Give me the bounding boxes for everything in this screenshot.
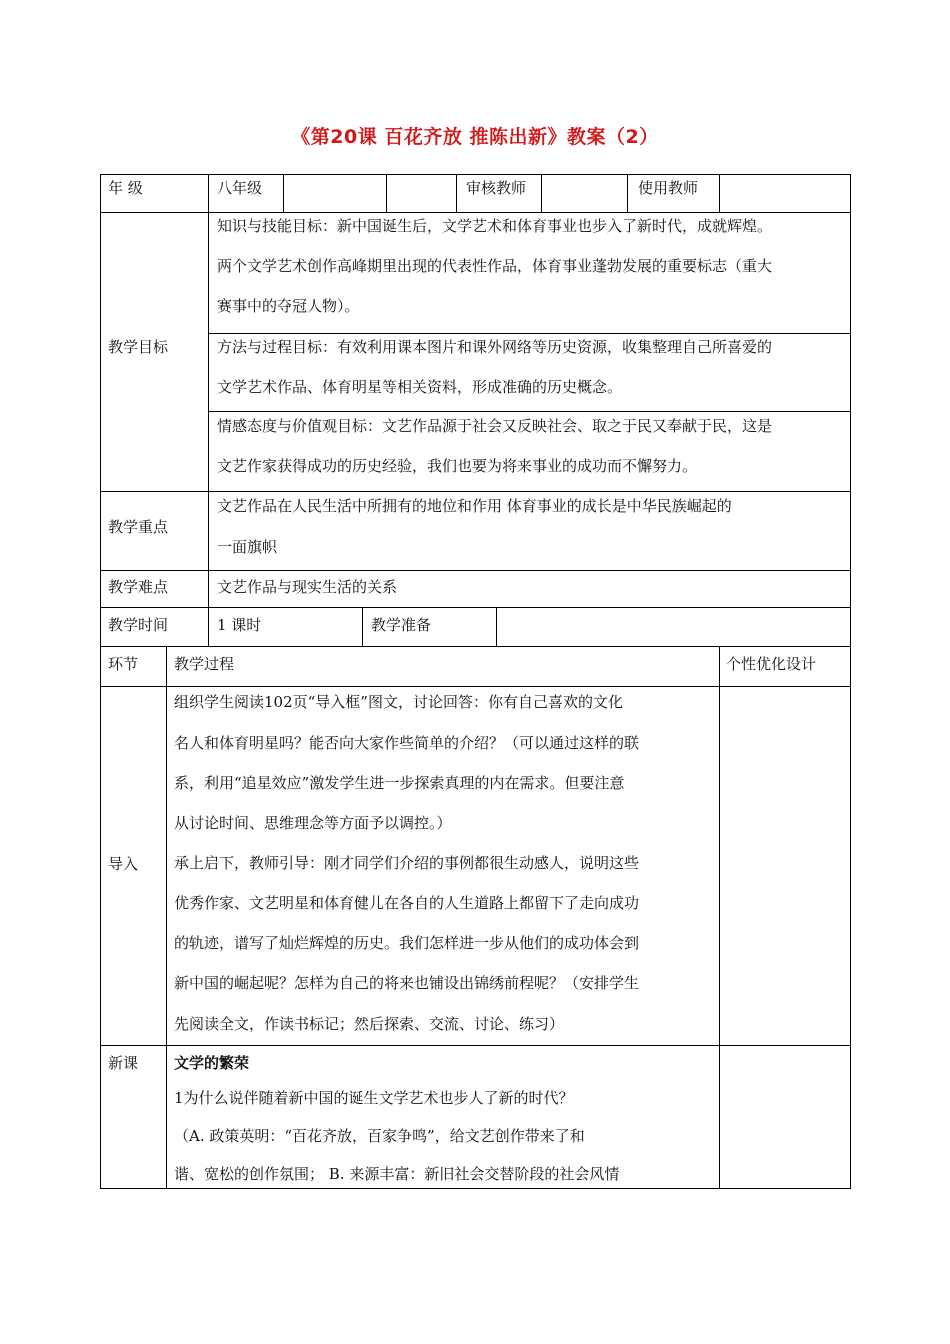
prep-label: 教学准备 xyxy=(371,616,432,634)
emotion-line: 情感态度与价值观目标：文艺作品源于社会又反映社会、取之于民又奉献于民，这是 xyxy=(217,417,773,435)
method-line: 文学艺术作品、体育明星等相关资料，形成准确的历史概念。 xyxy=(217,378,623,396)
objectives-label: 教学目标 xyxy=(108,338,169,356)
knowledge-line: 赛事中的夺冠人物）。 xyxy=(217,297,360,315)
knowledge-line: 两个文学艺术创作高峰期里出现的代表性作品，体育事业蓬勃发展的重要标志（重大 xyxy=(217,257,773,275)
design-header: 个性优化设计 xyxy=(726,655,817,673)
grade-label: 年 级 xyxy=(108,179,143,197)
method-line: 方法与过程目标：有效利用课本图片和课外网络等历史资源，收集整理自己所喜爱的 xyxy=(217,338,773,356)
intro-line: 的轨迹，谱写了灿烂辉煌的历史。我们怎样进一步从他们的成功体会到 xyxy=(174,934,640,952)
new-lesson-label: 新课 xyxy=(108,1054,139,1072)
intro-label: 导入 xyxy=(108,855,139,873)
difficulties-label: 教学难点 xyxy=(108,578,169,596)
section-heading: 文学的繁荣 xyxy=(174,1054,250,1072)
intro-line: 优秀作家、文艺明星和体育健儿在各自的人生道路上都留下了走向成功 xyxy=(174,894,640,912)
lesson-line: （A. 政策英明：“百花齐放，百家争鸣”，给文艺创作带来了和 xyxy=(174,1127,585,1145)
process-header: 教学过程 xyxy=(174,655,235,673)
lesson-line: 谐、宽松的创作氛围； B. 来源丰富：新旧社会交替阶段的社会风情 xyxy=(174,1165,620,1183)
time-value: 1 课时 xyxy=(217,616,262,634)
intro-line: 从讨论时间、思维理念等方面予以调控。） xyxy=(174,814,452,832)
emotion-line: 文艺作家获得成功的历史经验，我们也要为将来事业的成功而不懈努力。 xyxy=(217,457,698,475)
user-label: 使用教师 xyxy=(638,179,699,197)
time-label: 教学时间 xyxy=(108,616,169,634)
key-points-label: 教学重点 xyxy=(108,518,169,536)
key-points-line: 文艺作品在人民生活中所拥有的地位和作用 体育事业的成长是中华民族崛起的 xyxy=(217,497,732,515)
grade-value: 八年级 xyxy=(217,179,263,197)
intro-line: 新中国的崛起呢？怎样为自己的将来也铺设出锦绣前程呢？（安排学生 xyxy=(174,974,640,992)
intro-line: 名人和体育明星吗？能否向大家作些简单的介绍？（可以通过这样的联 xyxy=(174,734,640,752)
reviewer-label: 审核教师 xyxy=(466,179,527,197)
key-points-line: 一面旗帜 xyxy=(217,538,278,556)
stage-header: 环节 xyxy=(108,655,139,673)
intro-line: 先阅读全文，作读书标记；然后探索、交流、讨论、练习） xyxy=(174,1015,565,1033)
intro-line: 承上启下，教师引导：刚才同学们介绍的事例都很生动感人，说明这些 xyxy=(174,854,640,872)
intro-line: 系，利用“追星效应”激发学生进一步探索真理的内在需求。但要注意 xyxy=(174,774,625,792)
intro-line: 组织学生阅读102页“导入框”图文，讨论回答：你有自己喜欢的文化 xyxy=(174,693,623,711)
knowledge-line: 知识与技能目标：新中国诞生后，文学艺术和体育事业也步入了新时代，成就辉煌。 xyxy=(217,217,773,235)
lesson-line: 1为什么说伴随着新中国的诞生文学艺术也步人了新的时代？ xyxy=(174,1089,574,1107)
page-title: 《第20课 百花齐放 推陈出新》教案（2） xyxy=(291,126,659,148)
difficulties-value: 文艺作品与现实生活的关系 xyxy=(217,578,398,596)
